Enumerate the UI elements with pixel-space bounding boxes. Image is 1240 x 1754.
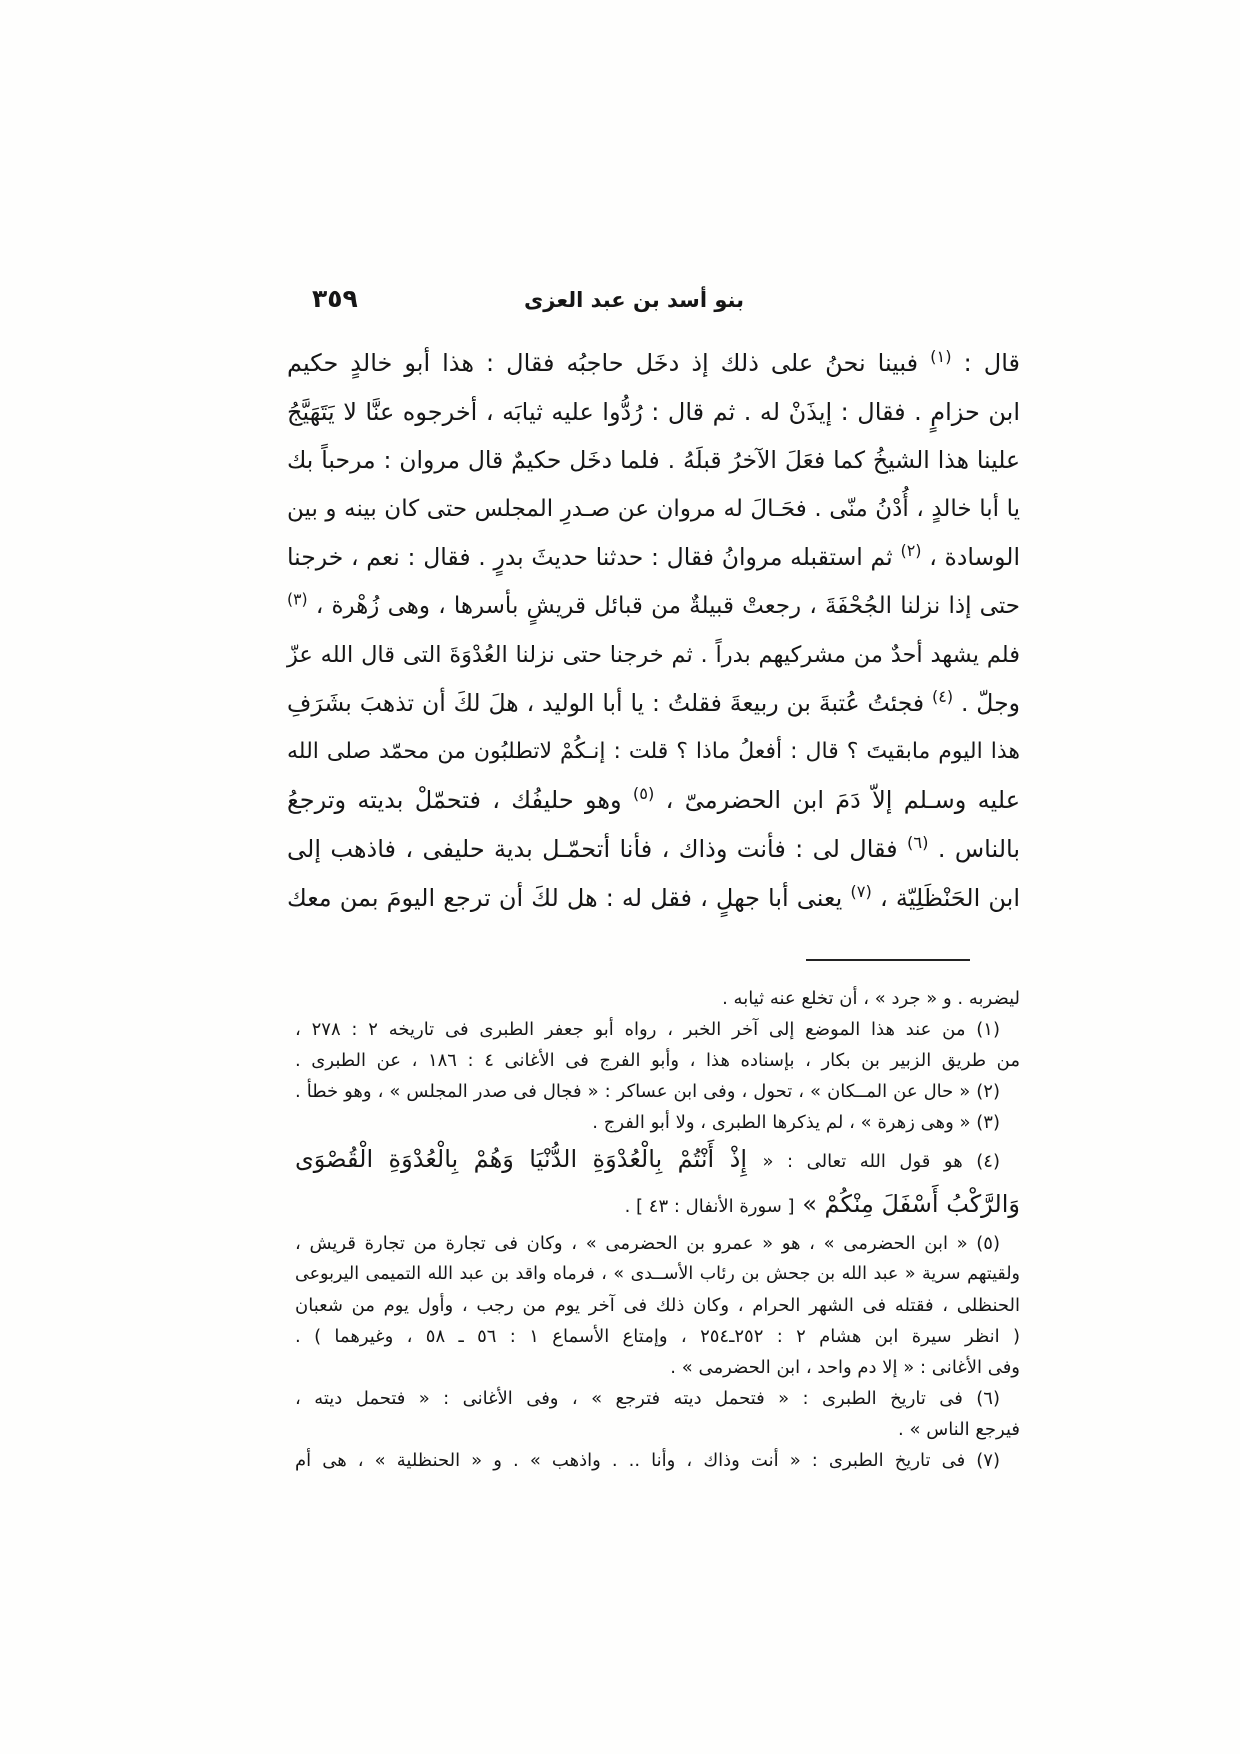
footnote-line: فيرجع الناس » . <box>898 1419 1020 1440</box>
running-header-title: بنو أسد بن عبد العزى <box>524 288 744 312</box>
body-line: ابن الحَنْظَلِيّة ، $^{(٧)}$ يعنى أبا جهلٍ ، فقل له : هل لكَ أن ترجع اليومَ بمن معك <box>287 881 1020 912</box>
footnote-ref: (٣) <box>287 589 308 609</box>
footnote-line: (٢) « حال عن المــكان » ، تحول ، وفى ابن عساكر : « فجال فى صدر المجلس » ، وهو خطأ . <box>295 1081 1000 1102</box>
body-line: ابن حزامٍ . فقال : إيذَنْ له . ثم قال : رُدُّوا عليه ثيابَه ، أخرجوه عنَّا لا يَتَهَيَّجُ <box>287 397 1020 426</box>
footnote-line: (٥) « ابن الحضرمى » ، هو « عمرو بن الحضرمى » ، وكان فى تجارة من تجارة قريش ، <box>295 1233 1000 1254</box>
body-line: عليه وسـلم إلاّ دَمَ ابن الحضرمىّ ، $^{(٥)}$ وهو حليفُك ، فتحمّلْ بديته وترجعُ <box>287 784 1021 815</box>
body-line: هذا اليوم مابقيتَ ؟ قال : أفعلُ ماذا ؟ قلت : إنـكُمْ لاتطلبُون من محمّد صلى الله <box>287 738 1020 764</box>
footnote-line: (١) من عند هذا الموضع إلى آخر الخبر ، رواه أبو جعفر الطبرى فى تاريخه ٢ : ٢٧٨ ، <box>295 1019 1000 1040</box>
quran-citation: [ سورة الأنفال : ٤٣ ] . <box>624 1196 795 1217</box>
footnote-ref: (٢) <box>900 541 922 561</box>
footnote-ref: (١) <box>930 347 952 367</box>
footnote-line: (٧) فى تاريخ الطبرى : « أنت وذاك ، وأنا .. . واذهب » . و « الحنظلية » ، هى أم <box>295 1450 1000 1471</box>
body-line: بالناس . $^{(٦)}$ فقال لى : فأنت وذاك ، فأنا أتحمّـل بدية حليفى ، فاذهب إلى <box>287 832 1021 863</box>
footnote-line: من طريق الزبير بن بكار ، بإسناده هذا ، وأبو الفرج فى الأغانى ٤ : ١٨٦ ، عن الطبرى . <box>295 1050 1020 1071</box>
footnote-ref: (٧) <box>850 881 872 901</box>
footnote-separator <box>806 959 970 961</box>
footnote-line: (٦) فى تاريخ الطبرى : « فتحمل ديته فترجع » ، وفى الأغانى : « فتحمل ديته ، <box>295 1388 1000 1409</box>
footnote-quran-intro: (٤) هو قول الله تعالى : « <box>762 1151 1000 1172</box>
footnotes <box>295 983 1020 1476</box>
footnote-line: الحنظلى ، فقتله فى الشهر الحرام ، وكان ذلك فى آخر يوم من رجب ، وأول يوم من شعبان <box>295 1295 1020 1316</box>
footnote-ref: (٦) <box>907 832 929 852</box>
footnote-line: وفى الأغانى : « إلا دم واحد ، ابن الحضرمى » . <box>670 1357 1020 1378</box>
footnote-line: ليضربه . و « جرد » ، أن تخلع عنه ثيابه . <box>722 988 1020 1009</box>
body-line: وجلّ . $^{(٤)}$ فجئتُ عُتبةَ بن ربيعةَ فقلتُ : يا أبا الوليد ، هلَ لكَ أن تذهبَ بشَرَفِ <box>287 687 1020 718</box>
footnote-quran-line <box>295 1138 1020 1183</box>
footnote-line: ولقيتهم سرية « عبد الله بن جحش بن رئاب الأســدى » ، فرماه واقد بن عبد الله التميمى اليربوعى <box>295 1264 1020 1284</box>
body-line: قال : $^{(١)}$ فبينا نحنُ على ذلك إذ دخَل حاجبُه فقال : هذا أبو خالدٍ حكيم <box>287 347 1020 377</box>
quran-verse: وَالرَّكْبُ أَسْفَلَ مِنْكُمْ » <box>802 1190 1020 1218</box>
footnote-ref: (٥) <box>632 784 655 804</box>
main-text <box>287 339 1020 922</box>
body-line: حتى إذا نزلنا الجُحْفَةَ ، رجعتْ قبيلةٌ من قبائل قريشٍ بأسرها ، وهى زُهْرة ، $^{(٣)}$ <box>287 589 1020 619</box>
body-line: الوسادة ، $^{(٢)}$ ثم استقبله مروانُ فقال : حدثنا حديثَ بدرٍ . فقال : نعم ، خرجنا <box>287 541 1020 572</box>
footnote-quran-line <box>295 1183 1020 1228</box>
footnote-ref: (٤) <box>932 687 954 707</box>
footnote-line: (٣) « وهى زهرة » ، لم يذكرها الطبرى ، ولا أبو الفرج . <box>592 1112 1000 1133</box>
body-line: يا أبا خالدٍ ، أُدْنُ منّى . فحَـالَ له مروان عن صـدرِ المجلس حتى كان بينه و بين <box>287 495 1020 522</box>
quran-verse: إِذْ أَنْتُمْ بِالْعُدْوَةِ الدُّنْيَا وَهُمْ بِالْعُدْوَةِ الْقُصْوَى <box>295 1145 747 1173</box>
body-line: علينا هذا الشيخُ كما فعَلَ الآخرُ قبلَهُ . فلما دخَل حكيمٌ قال مروان : مرحباً بك <box>287 446 1020 475</box>
page-number: ٣٥٩ <box>312 284 358 313</box>
footnote-line: ( انظر سيرة ابن هشام ٢ : ٢٥٢ـ٢٥٤ ، وإمتاع الأسماع ١ : ٥٦ ـ ٥٨ ، وغيرهما ) . <box>295 1326 1021 1347</box>
body-line: فلم يشهد أحدٌ من مشركيهم بدراً . ثم خرجنا حتى نزلنا العُدْوَةَ التى قال الله عزّ <box>287 641 1020 668</box>
